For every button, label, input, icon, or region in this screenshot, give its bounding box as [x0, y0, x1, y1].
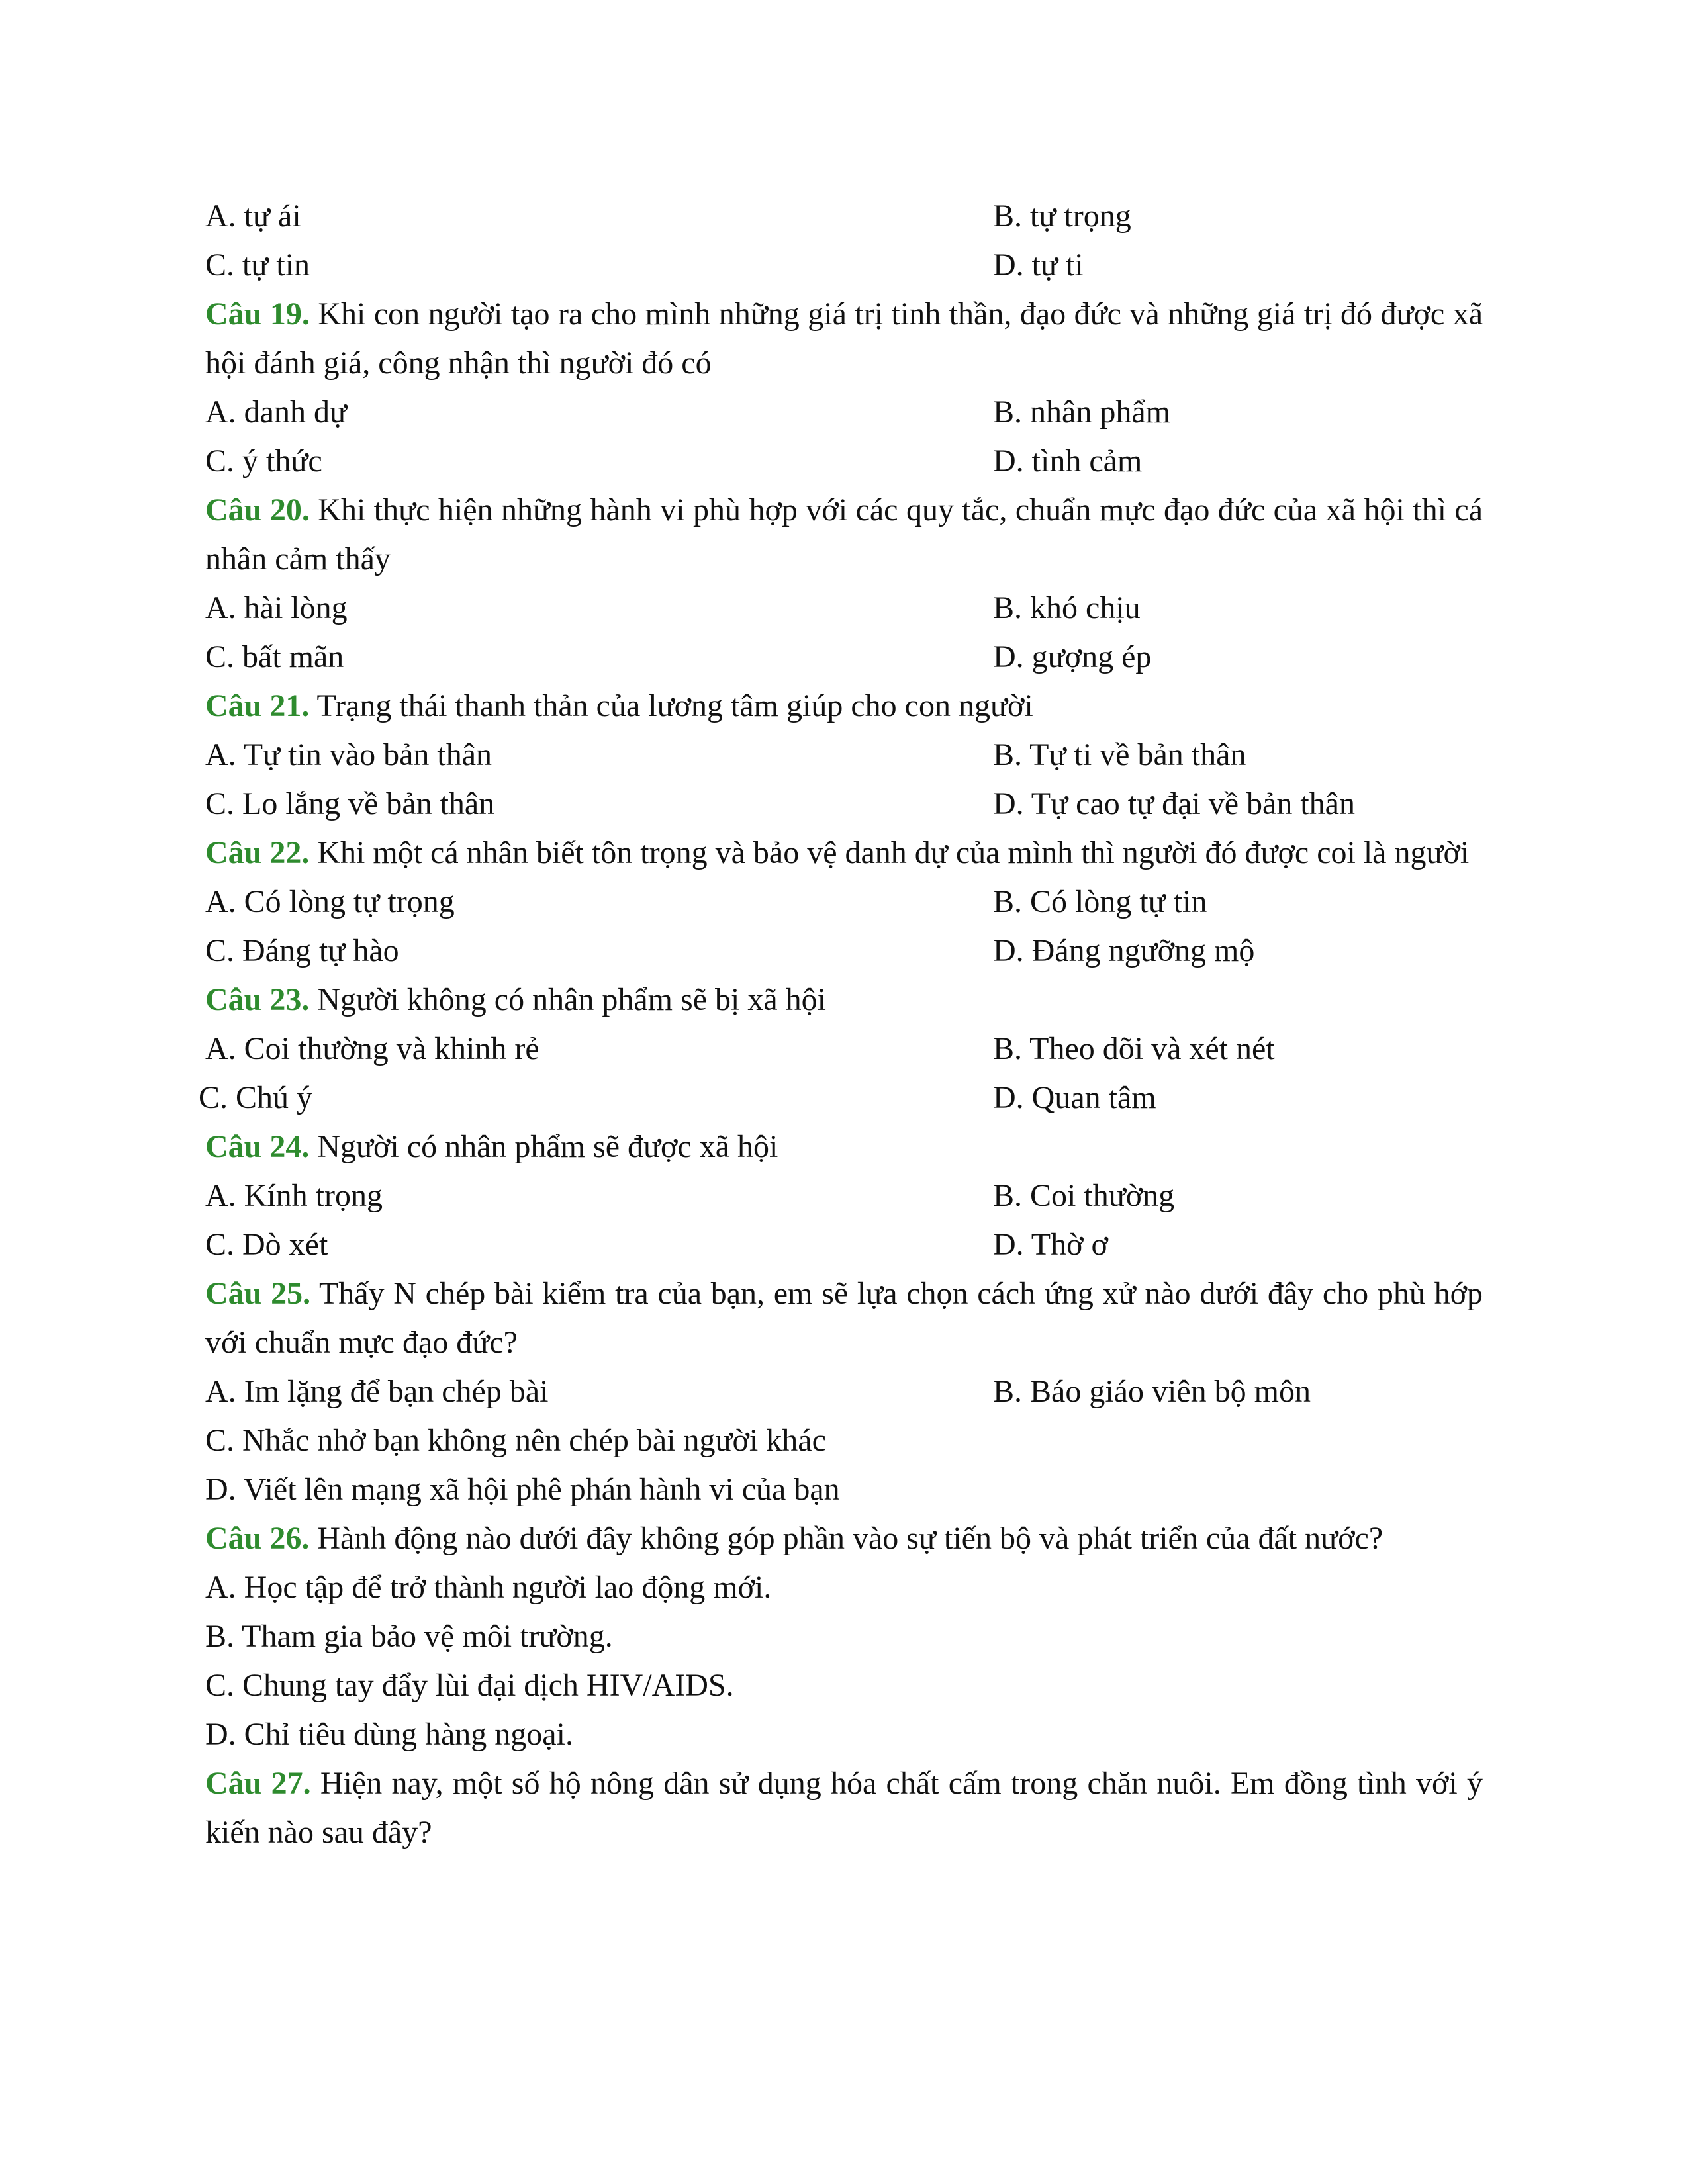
- options-row: [205, 780, 1483, 829]
- option-d: D. Thờ ơ: [993, 1227, 1108, 1262]
- option-d: D. tình cảm: [993, 443, 1143, 478]
- question-22: [205, 829, 1483, 878]
- option-c: C. Lo lắng về bản thân: [205, 786, 495, 821]
- question-text: Khi một cá nhân biết tôn trọng và bảo vệ danh dự của mình thì người đó được coi là người: [317, 835, 1470, 870]
- option-d: D. tự ti: [993, 248, 1084, 283]
- option-c: C. tự tin: [205, 248, 310, 283]
- option-a: A. danh dự: [205, 394, 347, 430]
- option-c: C. ý thức: [205, 443, 322, 478]
- question-27: [205, 1759, 1483, 1857]
- question-text: Trạng thái thanh thản của lương tâm giúp cho con người: [316, 688, 1033, 723]
- option-c: C. Chung tay đẩy lùi đại dịch HIV/AIDS.: [205, 1668, 734, 1703]
- question-label: Câu 21.: [205, 688, 310, 723]
- option-b: B. nhân phẩm: [993, 394, 1170, 430]
- option-b: B. tự trọng: [993, 199, 1131, 234]
- options-row: [205, 927, 1483, 976]
- option-c: C. bất mãn: [205, 639, 344, 674]
- question-text: Người có nhân phẩm sẽ được xã hội: [317, 1129, 778, 1164]
- option-b: B. Tham gia bảo vệ môi trường.: [205, 1619, 613, 1654]
- option-d: D. Viết lên mạng xã hội phê phán hành vi của bạn: [205, 1472, 840, 1507]
- option-a: A. Im lặng để bạn chép bài: [205, 1374, 549, 1409]
- option-d: D. Quan tâm: [993, 1080, 1156, 1115]
- option-d: D. Chỉ tiêu dùng hàng ngoại.: [205, 1717, 573, 1752]
- question-24: [205, 1122, 1483, 1171]
- option-a: A. Kính trọng: [205, 1178, 383, 1213]
- option-c: C. Dò xét: [205, 1227, 328, 1262]
- option-d: D. Đáng ngưỡng mộ: [993, 933, 1255, 968]
- options-row: [205, 731, 1483, 780]
- question-21: [205, 682, 1483, 731]
- options-row: [205, 192, 1483, 241]
- options-row: [205, 1367, 1483, 1416]
- question-19: [205, 290, 1483, 388]
- document-page: [199, 192, 1483, 1857]
- options-row: [205, 437, 1483, 486]
- option-a: A. Có lòng tự trọng: [205, 884, 455, 919]
- options-row: [199, 1073, 1483, 1122]
- question-label: Câu 25.: [205, 1276, 311, 1311]
- question-25: [205, 1269, 1483, 1367]
- question-label: Câu 27.: [205, 1766, 311, 1801]
- option-d: D. gượng ép: [993, 639, 1152, 674]
- options-row: [205, 584, 1483, 633]
- option-a: A. Học tập để trở thành người lao động mới.: [205, 1570, 772, 1605]
- question-label: Câu 20.: [205, 492, 310, 527]
- options-row: [205, 388, 1483, 437]
- question-label: Câu 24.: [205, 1129, 310, 1164]
- question-text: Khi thực hiện những hành vi phù hợp với các quy tắc, chuẩn mực đạo đức của xã hội thì cá nhân cảm thấy: [205, 492, 1483, 576]
- option-c: C. Đáng tự hào: [205, 933, 399, 968]
- question-text: Hành động nào dưới đây không góp phần vào sự tiến bộ và phát triển của đất nước?: [317, 1521, 1383, 1556]
- question-text: Người không có nhân phẩm sẽ bị xã hội: [317, 982, 826, 1017]
- option-a: A. Tự tin vào bản thân: [205, 737, 492, 772]
- options-row: [205, 1024, 1483, 1073]
- options-row: [205, 241, 1483, 290]
- option-b: B. khó chịu: [993, 590, 1141, 625]
- options-row: [205, 633, 1483, 682]
- question-label: Câu 23.: [205, 982, 310, 1017]
- option-b: B. Có lòng tự tin: [993, 884, 1207, 919]
- option-b: B. Theo dõi và xét nét: [993, 1031, 1275, 1066]
- options-row: [205, 878, 1483, 927]
- option-b: B. Báo giáo viên bộ môn: [993, 1374, 1311, 1409]
- question-text: Khi con người tạo ra cho mình những giá trị tinh thần, đạo đức và những giá trị đó được xã hội đánh giá, công nhận thì người đó có: [205, 296, 1483, 381]
- question-text: Thấy N chép bài kiểm tra của bạn, em sẽ lựa chọn cách ứng xử nào dưới đây cho phù hớp với chuẩn mực đạo đức?: [205, 1276, 1483, 1360]
- question-20: [205, 486, 1483, 584]
- options-row: [205, 1171, 1483, 1220]
- option-b: B. Tự ti về bản thân: [993, 737, 1246, 772]
- question-26: [205, 1514, 1483, 1563]
- question-label: Câu 19.: [205, 296, 310, 332]
- option-a: A. hài lòng: [205, 590, 348, 625]
- option-a: A. tự ái: [205, 199, 301, 234]
- option-b: B. Coi thường: [993, 1178, 1175, 1213]
- option-a: A. Coi thường và khinh rẻ: [205, 1031, 539, 1066]
- option-c: C. Chú ý: [199, 1080, 313, 1115]
- question-label: Câu 22.: [205, 835, 310, 870]
- options-row: [205, 1220, 1483, 1269]
- option-c: C. Nhắc nhở bạn không nên chép bài người khác: [205, 1423, 826, 1458]
- question-text: Hiện nay, một số hộ nông dân sử dụng hóa chất cấm trong chăn nuôi. Em đồng tình với ý kiến nào sau đây?: [205, 1766, 1483, 1850]
- question-23: [205, 976, 1483, 1024]
- question-label: Câu 26.: [205, 1521, 310, 1556]
- option-d: D. Tự cao tự đại về bản thân: [993, 786, 1355, 821]
